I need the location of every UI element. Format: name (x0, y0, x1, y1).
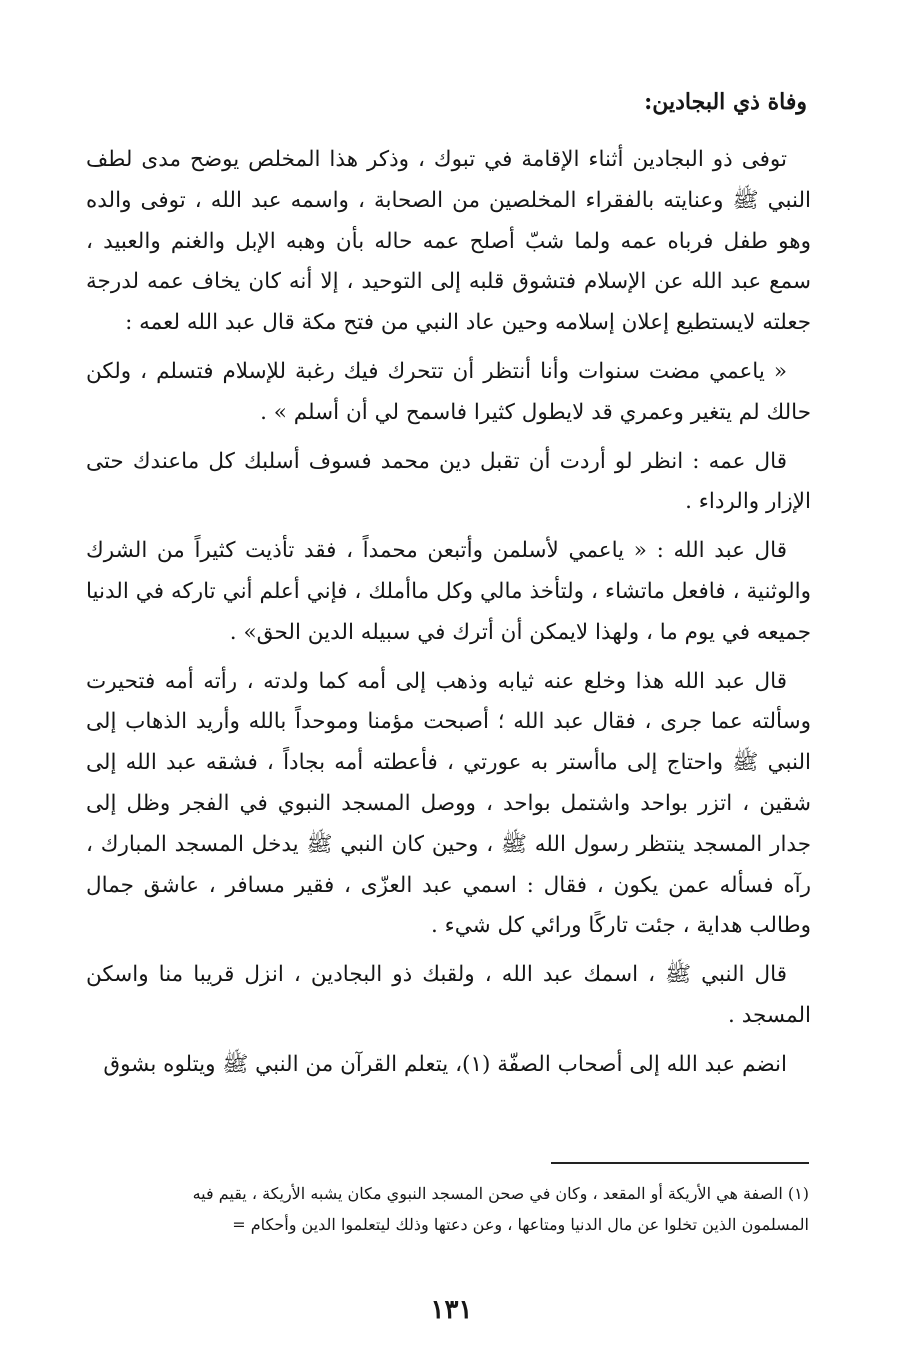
paragraph: قال النبي ﷺ ، اسمك عبد الله ، ولقبك ذو البجادين ، انزل قريبا منا واسكن المسجد . (86, 962, 811, 1028)
paragraph: توفى ذو البجادين أثناء الإقامة في تبوك ، وذكر هذا المخلص يوضح مدى لطف النبي ﷺ وعنايته بالفقراء المخلصين من الصحابة ، واسمه عبد الله ، توفى والده وهو طفل فرباه عمه ولما شبّ أصلح عمه حاله بأن وهبه الإبل والغنم والعبيد ، سمع عبد الله عن الإسلام فتشوق قلبه إلى التوحيد ، إلا أنه كان يخاف عمه لدرجة جعلته لايستطيع إعلان إسلامه وحين عاد النبي من فتح مكة قال عبد الله لعمه : (86, 147, 811, 336)
paragraph: قال عبد الله هذا وخلع عنه ثيابه وذهب إلى أمه كما ولدته ، رأته أمه فتحيرت وسألته عما جرى ، فقال عبد الله ؛ أصبحت مؤمنا وموحداً بالله وأريد الذهاب إلى النبي ﷺ واحتاج إلى ماأستر به عورتي ، فأعطته أمه بجاداً ، فشقه عبد الله إلى شقين ، اتزر بواحد واشتمل بواحد ، ووصل المسجد النبوي في الفجر وظل إلى جدار المسجد ينتظر رسول الله ﷺ ، وحين كان النبي ﷺ يدخل المسجد المبارك ، رآه فسأله عمن يكون ، فقال : اسمي عبد العزّى ، فقير مسافر ، عاشق جمال وطالب هداية ، جئت تاركًا ورائي كل شيء . (86, 668, 811, 939)
page-number: ١٣١ (430, 1295, 473, 1325)
footnote-line: المسلمون الذين تخلوا عن مال الدنيا ومتاعها ، وعن دعتها وذلك ليتعلموا الدين وأحكام = (232, 1215, 809, 1234)
paragraph: « ياعمي مضت سنوات وأنا أنتظر أن تتحرك فيك رغبة للإسلام فتسلم ، ولكن حالك لم يتغير وعمري قد لايطول كثيرا فاسمح لي أن أسلم » . (86, 358, 811, 425)
paragraph: قال عمه : انظر لو أردت أن تقبل دين محمد فسوف أسلبك كل ماعندك حتى الإزار والرداء . (86, 448, 811, 515)
body-text (86, 140, 811, 1094)
section-heading: وفاة ذي البجادين: (644, 89, 807, 115)
footnote-line: (١) الصفة هي الأريكة أو المقعد ، وكان في صحن المسجد النبوي مكان يشبه الأريكة ، يقيم فيه (192, 1184, 809, 1203)
footnote-divider (551, 1162, 809, 1164)
paragraph: انضم عبد الله إلى أصحاب الصفّة (١)، يتعلم القرآن من النبي ﷺ ويتلوه بشوق (103, 1051, 787, 1077)
footnotes (83, 1178, 809, 1240)
paragraph: قال عبد الله : « ياعمي لأسلمن وأتبعن محمداً ، فقد تأذيت كثيراً من الشرك والوثنية ، فافعل ماتشاء ، ولتأخذ مالي وكل ماأملك ، فإني أعلم أني تاركه في الدنيا جميعه في يوم ما ، ولهذا لايمكن أن أترك في سبيله الدين الحق» . (86, 538, 811, 645)
